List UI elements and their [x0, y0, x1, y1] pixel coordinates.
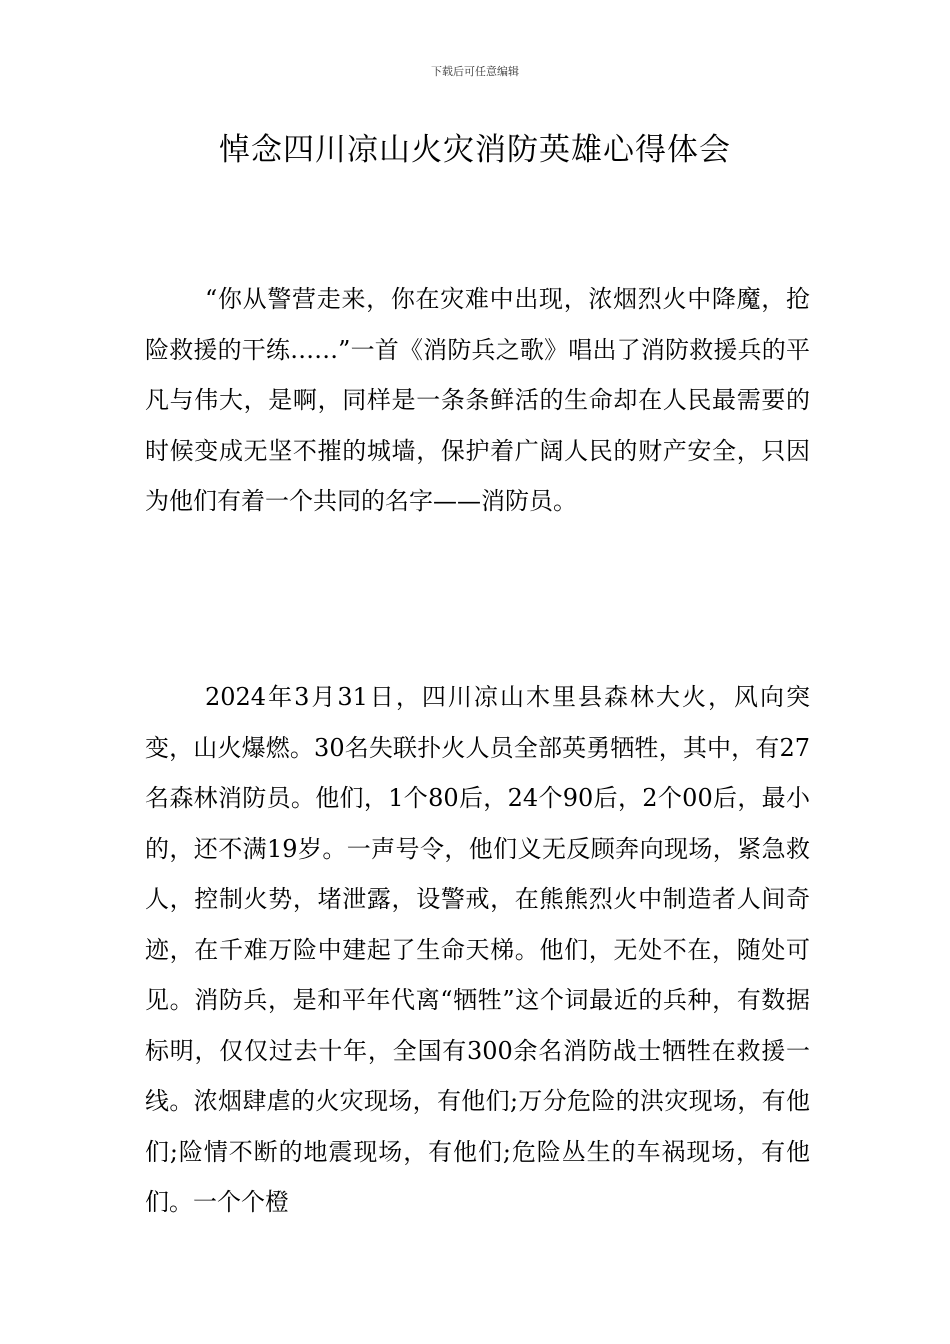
header-note: 下载后可任意编辑: [431, 65, 519, 78]
page-title: 悼念四川凉山火灾消防英雄心得体会: [219, 132, 731, 168]
body-paragraph-2: 2024年3月31日，四川凉山木里县森林大火，风向突变，山火爆燃。30名失联扑火人员全部英勇牺牲，其中，有27名森林消防员。他们，1个80后，24个90后，2个00后，最小的，还不满19岁。一声号令，他们义无反顾奔向现场，紧急救人，控制火势，堵泄露，设警戒，在熊熊烈火中制造者人间奇迹，在千难万险中建起了生命天梯。他们，无处不在，随处可见。消防兵，是和平年代离“牺牲”这个词最近的兵种，有数据标明，仅仅过去十年，全国有300余名消防战士牺牲在救援一线。浓烟肆虐的火灾现场，有他们;万分危险的洪灾现场，有他们;险情不断的地震现场，有他们;危险丛生的车祸现场，有他们。一个个橙: [145, 683, 810, 1216]
body-paragraph-1: “你从警营走来，你在灾难中出现，浓烟烈火中降魔，抢险救援的干练……”一首《消防兵之歌》唱出了消防救援兵的平凡与伟大，是啊，同样是一条条鲜活的生命却在人民最需要的时候变成无坚不摧的城墙，保护着广阔人民的财产安全，只因为他们有着一个共同的名字——消防员。: [145, 285, 810, 515]
